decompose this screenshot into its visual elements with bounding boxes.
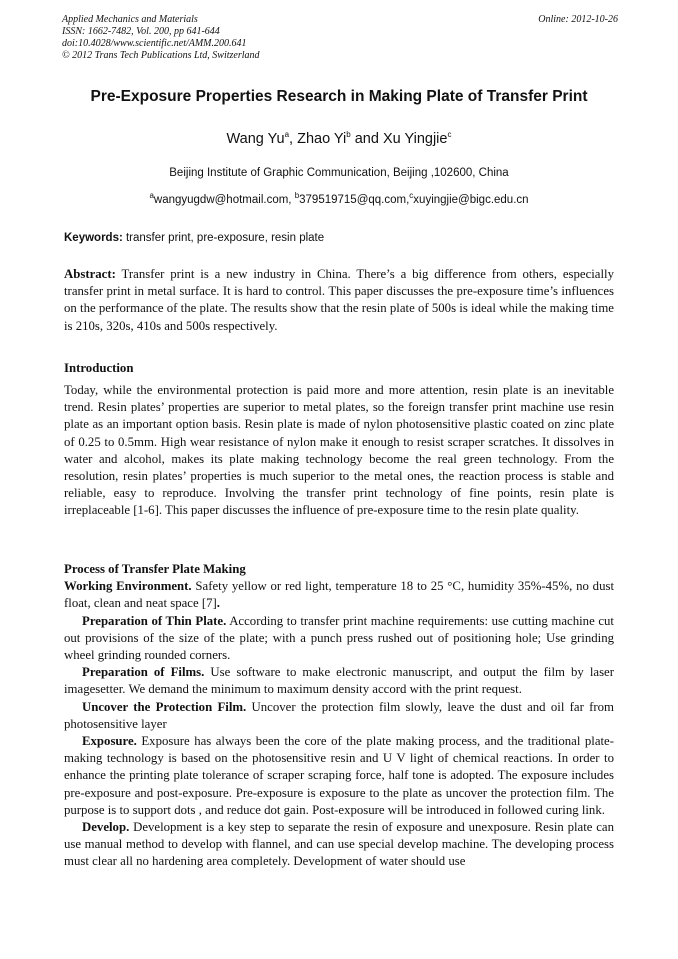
journal-copyright: © 2012 Trans Tech Publications Ltd, Switzerland: [62, 50, 260, 61]
paragraph-lead: Preparation of Thin Plate.: [82, 613, 227, 628]
author-separator: ,: [289, 130, 298, 147]
paragraph-lead: Exposure.: [82, 734, 137, 749]
email-link: 379519715@qq.com,: [299, 193, 410, 206]
abstract: [64, 266, 614, 335]
paragraph-text: Exposure has always been the core of the plate making process, and the traditional plate-making technology is based on the photosensitive resin and U V light of chemical reactions. In order to enhance the printing plate tolerance of scraper scraping force, half tone is adopted. The exposure includes pre-exposure and post-exposure. Pre-exposure is exposure to the plate as uncover the protection film. The purpose is to support dots , and reduce dot gain. Post-exposure will be introduced in followed curing link.: [64, 734, 614, 817]
paragraph-text: According to transfer print machine requirements: use cutting machine cut out provisions of the size of the plate; with a punch press rushed out of positioning hole; Use grinding wheel grinding rounded corners.: [64, 613, 614, 663]
journal-name: Applied Mechanics and Materials: [62, 14, 198, 25]
affiliation: Beijing Institute of Graphic Communication, Beijing ,102600, China: [169, 167, 509, 179]
process-paragraph: [64, 819, 614, 871]
keywords-text: transfer print, pre-exposure, resin plate: [122, 232, 325, 244]
process-paragraph: [64, 699, 614, 733]
keywords: [64, 232, 616, 244]
online-date: Online: 2012-10-26: [538, 14, 618, 25]
process-paragraph: [64, 613, 614, 665]
author-affil-mark: c: [447, 130, 452, 139]
author-emails: [40, 191, 638, 206]
abstract-label: Abstract:: [64, 267, 116, 281]
paper-title: Pre-Exposure Properties Research in Making Plate of Transfer Print: [90, 88, 588, 105]
journal-issn: ISSN: 1662-7482, Vol. 200, pp 641-644: [62, 26, 220, 37]
paragraph-tail: .: [216, 596, 220, 611]
introduction-text: Today, while the environmental protection is paid more and more attention, resin plate is an inevitable trend. Resin plates’ properties are superior to metal plates, so the foreign transfer print machine use resin plate as an important option basis. Resin plate is made of nylon photosensitive plastic coated on zinc plate of 0.25 to 0.5mm. High wear resistance of nylon make it enough to resist scraper scratches. It dissolves in water and alcohol, makes its plate making technology become the real green technology. From the resolution, resin plates’ properties is much superior to the metal ones, the reaction process is stable and reliable, easy to reproduce. Involving the transfer print technology of fine points, resin plate is irreplaceable [1-6]. This paper discusses the influence of pre-exposure time to the resin plate quality.: [64, 383, 614, 518]
paragraph-lead: Uncover the Protection Film.: [82, 699, 247, 714]
paragraph-lead: Working Environment.: [64, 579, 192, 594]
paragraph-text: Use software to make electronic manuscript, and output the film by laser imagesetter. We demand the minimum to maximum density accord with the print request.: [64, 665, 614, 697]
email-link: wangyugdw@hotmail.com,: [153, 193, 295, 206]
process-paragraph: [64, 664, 614, 698]
process-heading: Process of Transfer Plate Making: [64, 562, 246, 576]
abstract-text: Transfer print is a new industry in China. There’s a big difference from others, especially transfer print in metal surface. It is hard to control. This paper discusses the pre-exposure time’s influences on the performance of the plate. The results show that the resin plate of 500s is ideal while the making time is 210s, 320s, 410s and 500s respectively.: [64, 267, 614, 333]
journal-doi: doi:10.4028/www.scientific.net/AMM.200.641: [62, 38, 247, 49]
process-paragraph: [64, 578, 614, 612]
paragraph-lead: Preparation of Films.: [82, 665, 205, 680]
paragraph-text: Uncover the protection film slowly, leave the dust and oil far from photosensitive layer: [64, 699, 615, 731]
paragraph-text: Safety yellow or red light, temperature 18 to 25 °C, humidity 35%-45%, no dust float, clean and neat space [7]: [64, 579, 615, 611]
email-mark: a: [149, 191, 154, 200]
email-mark: c: [409, 191, 414, 200]
author-affil-mark: a: [284, 130, 290, 139]
keywords-label: Keywords:: [64, 232, 123, 244]
email-link: xuyingjie@bigc.edu.cn: [413, 193, 529, 206]
email-mark: b: [294, 191, 300, 200]
author-name: Wang Yu: [226, 130, 285, 147]
process-section: [64, 561, 614, 871]
introduction-heading: Introduction: [64, 361, 134, 375]
paragraph-lead: Develop.: [82, 820, 130, 835]
paragraph-text: Development is a key step to separate the resin of exposure and unexposure. Resin plate can use manual method to develop with flannel, and can use special develop machine. The developing process must clear all no hardening area completely. Development of water should use: [64, 820, 614, 869]
author-name: Xu Yingjie: [382, 130, 448, 147]
author-affil-mark: b: [346, 130, 351, 139]
process-paragraph: [64, 733, 614, 819]
author-list: [40, 130, 638, 147]
author-separator: and: [350, 130, 383, 147]
author-name: Zhao Yi: [297, 130, 347, 147]
journal-header: [62, 14, 618, 62]
